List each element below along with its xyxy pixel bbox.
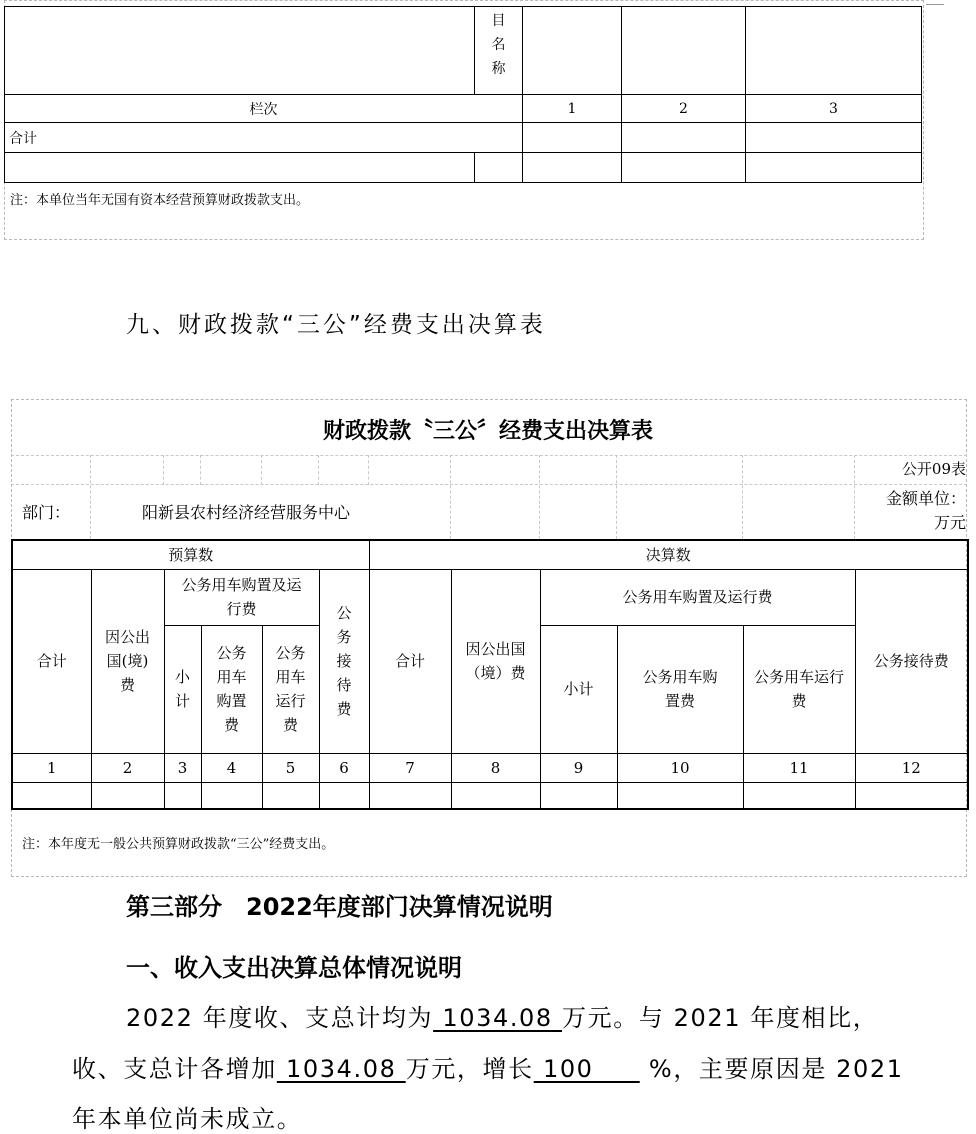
empty-cell [746, 7, 922, 95]
grid-line [539, 455, 540, 539]
department-name: 阳新县农村经济经营服务中心 [142, 503, 351, 522]
empty-cell [523, 123, 622, 153]
three-expenses-note: 注：本年度无一般公共预算财政拨款“三公”经费支出。 [22, 837, 335, 852]
increase-amount-value: 1034.08 [276, 1055, 406, 1083]
amount-unit [886, 487, 966, 535]
budget-abroad-header: 因公出国(境)费 [91, 569, 164, 753]
data-cell [617, 782, 743, 809]
amount-unit-value: 万元 [933, 513, 966, 532]
final-reception-header: 公务接待费 [855, 569, 968, 753]
col-number: 1 [12, 753, 91, 782]
budget-car-subtotal-header: 小计 [164, 625, 201, 753]
grid-line [616, 455, 617, 539]
col-number: 6 [319, 753, 369, 782]
table-title: 财政拨款〝三公〞经费支出决算表 [322, 419, 653, 444]
data-cell [164, 782, 201, 809]
budget-car-operation-header: 公务用车运行费 [262, 625, 319, 753]
text: 万元，增长 [405, 1055, 534, 1083]
paragraph-line-1 [126, 998, 878, 1033]
grid-line [368, 455, 369, 485]
paragraph-line-2 [72, 1049, 904, 1084]
col-number: 2 [91, 753, 164, 782]
empty-cell [523, 7, 622, 95]
data-cell [451, 782, 540, 809]
empty-cell [475, 153, 523, 183]
budget-car-group-header: 公务用车购置及运行费 [164, 569, 319, 625]
grid-line [163, 455, 164, 485]
col-number: 5 [262, 753, 319, 782]
form-number: 公开09表 [901, 460, 966, 478]
paragraph-line-3: 年本单位尚未成立。 [72, 1105, 303, 1133]
col-number: 10 [617, 753, 743, 782]
col-number: 3 [164, 753, 201, 782]
final-abroad-header: 因公出国（境）费 [451, 569, 540, 753]
row-number-label: 栏次 [5, 95, 523, 123]
text: 2022 年度收、支总计均为 [126, 1004, 434, 1032]
data-cell [12, 782, 91, 809]
data-cell [319, 782, 369, 809]
budget-car-purchase-header: 公务用车购置费 [201, 625, 262, 753]
empty-cell [622, 153, 746, 183]
capital-budget-table [4, 6, 922, 183]
final-car-purchase-header: 公务用车购置费 [617, 625, 743, 753]
data-cell [262, 782, 319, 809]
final-car-group-header: 公务用车购置及运行费 [540, 569, 855, 625]
empty-cell [523, 153, 622, 183]
grid-line [90, 455, 91, 539]
col-number: 3 [746, 95, 922, 123]
col-number: 8 [451, 753, 540, 782]
empty-cell [622, 123, 746, 153]
text: 万元。与 2021 年度相比， [562, 1004, 879, 1032]
final-header: 决算数 [369, 540, 968, 569]
three-expenses-table [11, 539, 969, 810]
data-cell [855, 782, 968, 809]
item-name-header: 目名称 [475, 7, 523, 95]
col-number: 7 [369, 753, 451, 782]
grid-line [450, 455, 451, 539]
empty-cell [5, 7, 475, 95]
data-cell [369, 782, 451, 809]
budget-reception-header: 公务接待费 [319, 569, 369, 753]
department-label: 部门： [22, 503, 71, 522]
grid-line [318, 455, 319, 485]
final-car-operation-header: 公务用车运行费 [743, 625, 855, 753]
empty-cell [5, 153, 475, 183]
budget-header: 预算数 [12, 540, 369, 569]
final-car-subtotal-header: 小计 [540, 625, 617, 753]
col-number: 1 [523, 95, 622, 123]
growth-rate-value: 100 [533, 1055, 640, 1083]
capital-budget-note: 注：本单位当年无国有资本经营预算财政拨款支出。 [10, 193, 310, 208]
corner-line [926, 4, 944, 5]
empty-cell [746, 123, 922, 153]
sub-heading: 一、收入支出决算总体情况说明 [126, 954, 462, 982]
amount-unit-label: 金额单位： [885, 489, 966, 508]
text: 收、支总计各增加 [72, 1055, 277, 1083]
text: %，主要原因是 2021 [639, 1055, 904, 1083]
col-number: 4 [201, 753, 262, 782]
col-number: 11 [743, 753, 855, 782]
data-cell [91, 782, 164, 809]
empty-cell [622, 7, 746, 95]
empty-cell [746, 153, 922, 183]
grid-line [854, 455, 855, 539]
total-row-label: 合计 [5, 123, 523, 153]
grid-line [11, 455, 967, 456]
grid-line [261, 455, 262, 485]
part3-heading: 第三部分 2022年度部门决算情况说明 [126, 893, 553, 921]
col-number: 2 [622, 95, 746, 123]
grid-line [11, 484, 967, 485]
data-cell [201, 782, 262, 809]
budget-total-header: 合计 [12, 569, 91, 753]
grid-line [742, 455, 743, 539]
final-total-header: 合计 [369, 569, 451, 753]
total-amount-value: 1034.08 [433, 1004, 563, 1032]
data-cell [743, 782, 855, 809]
col-number: 9 [540, 753, 617, 782]
grid-line [200, 455, 201, 485]
section-heading: 九、财政拨款“三公”经费支出决算表 [126, 312, 546, 338]
data-cell [540, 782, 617, 809]
col-number: 12 [855, 753, 968, 782]
